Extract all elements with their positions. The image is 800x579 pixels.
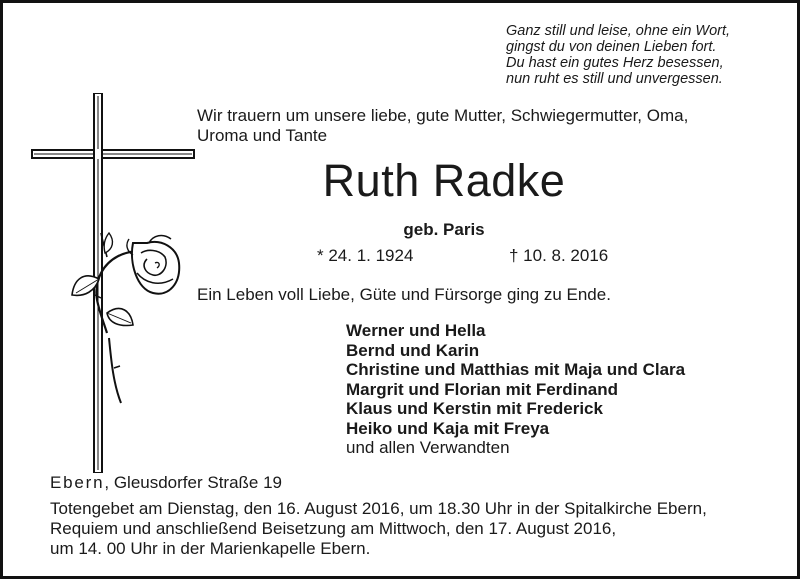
intro-line: Uroma und Tante bbox=[197, 126, 328, 145]
intro-text bbox=[197, 106, 757, 146]
relatives-line: und allen Verwandten bbox=[346, 438, 510, 457]
deceased-name: Ruth Radke bbox=[322, 155, 566, 206]
maiden-name: geb. Paris bbox=[403, 220, 485, 239]
intro-line: Wir trauern um unsere liebe, gute Mutter, Schwiegermutter, Oma, bbox=[197, 106, 689, 125]
service-line: um 14. 00 Uhr in der Marienkapelle Ebern. bbox=[50, 539, 371, 558]
address-town: Ebern bbox=[50, 473, 105, 492]
life-text: Ein Leben voll Liebe, Güte und Fürsorge ging zu Ende. bbox=[197, 285, 611, 304]
service-line: Requiem und anschließend Beisetzung am Mittwoch, den 17. August 2016, bbox=[50, 519, 617, 538]
poem-line: gingst du von deinen Lieben fort. bbox=[506, 39, 717, 55]
cross-with-rose-icon bbox=[29, 93, 199, 473]
poem-line: Ganz still und leise, ohne ein Wort, bbox=[506, 23, 731, 39]
mourner: Bernd und Karin bbox=[346, 340, 480, 360]
mourner: Margrit und Florian mit Ferdinand bbox=[346, 379, 618, 399]
poem-line: nun ruht es still und unvergessen. bbox=[506, 71, 723, 87]
mourner: Christine und Matthias mit Maja und Clara bbox=[346, 360, 686, 379]
mourner: Heiko und Kaja mit Freya bbox=[346, 418, 550, 438]
service-line: Totengebet am Dienstag, den 16. August 2016, um 18.30 Uhr in der Spitalkirche Ebern, bbox=[50, 499, 707, 518]
poem-line: Du hast ein gutes Herz besessen, bbox=[506, 55, 724, 71]
mourner: Klaus und Kerstin mit Frederick bbox=[346, 399, 603, 418]
service-details bbox=[50, 499, 790, 559]
address bbox=[50, 473, 282, 493]
mourner: Werner und Hella bbox=[346, 321, 486, 340]
mourners-list bbox=[346, 321, 786, 458]
birth-date: * 24. 1. 1924 bbox=[317, 246, 414, 265]
poem bbox=[506, 23, 796, 87]
death-date: † 10. 8. 2016 bbox=[509, 246, 609, 265]
address-street: , Gleusdorfer Straße 19 bbox=[104, 473, 283, 492]
